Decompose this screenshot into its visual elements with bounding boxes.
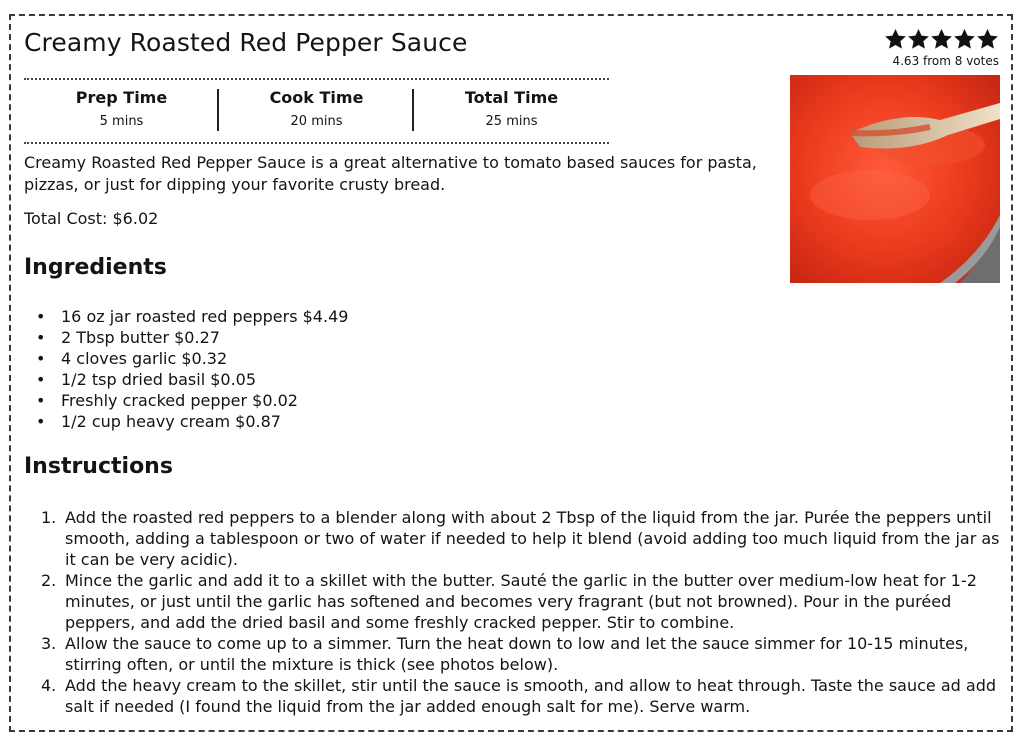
- bullet-icon: •: [36, 307, 46, 326]
- ingredient-text: 2 Tbsp butter $0.27: [61, 328, 220, 347]
- star-icon: [907, 26, 930, 52]
- instruction-step: [24, 570, 1004, 633]
- list-item: [24, 390, 348, 411]
- list-item: [24, 306, 348, 327]
- ingredients-heading: Ingredients: [24, 255, 167, 280]
- step-number: 3.: [41, 634, 57, 653]
- ingredient-text: Freshly cracked pepper $0.02: [61, 391, 298, 410]
- ingredient-text: 16 oz jar roasted red peppers $4.49: [61, 307, 349, 326]
- prep-time-label: Prep Time: [75, 88, 168, 107]
- bullet-icon: •: [36, 349, 46, 368]
- prep-time-value: 5 mins: [99, 114, 144, 129]
- instruction-text: Mince the garlic and add it to a skillet with the butter. Sauté the garlic in the butter over medium-low heat for 1-2 minutes, or just until the garlic has softened and becomes very fragrant (but not browned). Pour in the puréed peppers, and add the dried basil and some freshly cracked pepper. Stir to combine.: [65, 571, 977, 632]
- cook-time: [219, 80, 414, 142]
- instructions-list: [24, 507, 1004, 717]
- red-pepper-sauce-photo: [790, 75, 1000, 283]
- star-icon: [953, 26, 976, 52]
- total-time: [414, 80, 609, 142]
- star-icon: [930, 26, 953, 52]
- total-time-value: 25 mins: [485, 114, 538, 129]
- step-number: 4.: [41, 676, 57, 695]
- prep-time: [24, 80, 219, 142]
- ingredient-text: 1/2 tsp dried basil $0.05: [61, 370, 257, 389]
- star-icon: [976, 26, 999, 52]
- total-cost: Total Cost: $6.02: [24, 209, 159, 228]
- list-item: [24, 369, 348, 390]
- recipe-times: [24, 78, 609, 144]
- cook-time-label: Cook Time: [269, 88, 364, 107]
- bullet-icon: •: [36, 391, 46, 410]
- step-number: 2.: [41, 571, 57, 590]
- rating: [884, 26, 999, 68]
- ingredients-list: [24, 306, 348, 432]
- recipe-description: Creamy Roasted Red Pepper Sauce is a great alternative to tomato based sauces for pasta, pizzas, or just for dipping your favorite crusty bread.: [24, 153, 757, 194]
- instruction-step: [24, 675, 1004, 717]
- instruction-step: [24, 633, 1004, 675]
- instruction-text: Add the heavy cream to the skillet, stir until the sauce is smooth, and allow to heat through. Taste the sauce ad add salt if needed (I found the liquid from the jar added enough salt for me). Serve warm.: [65, 676, 996, 716]
- list-item: [24, 411, 348, 432]
- star-icon: [884, 26, 907, 52]
- ingredient-text: 4 cloves garlic $0.32: [61, 349, 228, 368]
- instruction-text: Allow the sauce to come up to a simmer. Turn the heat down to low and let the sauce simmer for 10-15 minutes, stirring often, or until the mixture is thick (see photos below).: [65, 634, 969, 674]
- bullet-icon: •: [36, 370, 46, 389]
- instructions-heading: Instructions: [24, 454, 173, 479]
- instruction-text: Add the roasted red peppers to a blender along with about 2 Tbsp of the liquid from the jar. Purée the peppers until smooth, adding a tablespoon or two of water if needed to help it blend (avoid adding too much liquid from the jar as it can be very acidic).: [65, 508, 1000, 569]
- step-number: 1.: [41, 508, 57, 527]
- ingredient-text: 1/2 cup heavy cream $0.87: [61, 412, 281, 431]
- cook-time-value: 20 mins: [290, 114, 343, 129]
- total-time-label: Total Time: [464, 88, 559, 107]
- bullet-icon: •: [36, 412, 46, 431]
- bullet-icon: •: [36, 328, 46, 347]
- rating-stars[interactable]: [884, 26, 999, 54]
- list-item: [24, 348, 348, 369]
- recipe-title: Creamy Roasted Red Pepper Sauce: [24, 28, 468, 57]
- list-item: [24, 327, 348, 348]
- instruction-step: [24, 507, 1004, 570]
- rating-votes: 4.63 from 8 votes: [892, 54, 999, 68]
